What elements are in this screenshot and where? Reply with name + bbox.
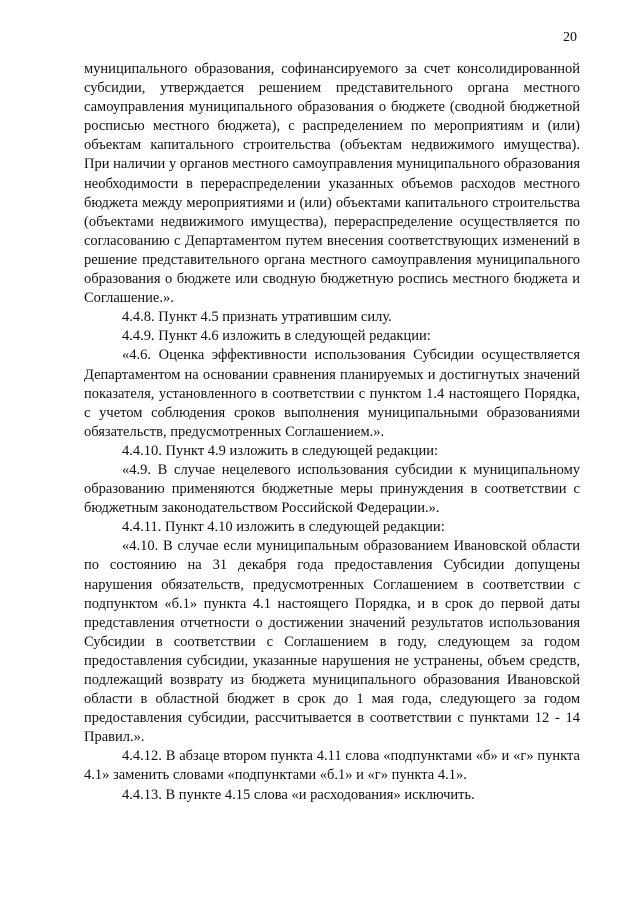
paragraph-item-4-4-11: 4.4.11. Пункт 4.10 изложить в следующей редакции: <box>122 519 445 536</box>
paragraph-item-4-4-8: 4.4.8. Пункт 4.5 признать утратившим силу. <box>122 309 392 326</box>
paragraph-subsidy-distribution: муниципального образования, софинансируемого за счет консолидированной субсидии, утверждается решением представительного органа местного самоуправления муниципального образования о бюджете (сводной бюджетной росписью местного бюджета), с распределением по мероприятиям и (или) объектам капитального строительства (объектам недвижимого имущества). При наличии у органов местного самоуправления муниципального образования необходимости в перераспределении указанных объемов расходов местного бюджета между мероприятиями и (или) объектами капитального строительства (объектами недвижимого имущества), перераспределение осуществляется по согласованию с Департаментом путем внесения соответствующих изменений в решение представительного органа местного самоуправления муниципального образования о бюджете или сводную бюджетную роспись местного бюджета и Соглашение.». <box>84 61 580 307</box>
paragraph-clause-4-9: «4.9. В случае нецелевого использования субсидии к муниципальному образованию применяются бюджетные меры принуждения в соответствии с бюджетным законодательством Российской Федерации.». <box>84 461 580 517</box>
paragraph-clause-4-6: «4.6. Оценка эффективности использования Субсидии осуществляется Департаментом на основании сравнения планируемых и достигнутых значений показателя, установленного в соответствии с пунктом 1.4 настоящего Порядка, с учетом соблюдения сроков выполнения муниципальными образованиями обязательств, предусмотренных Соглашением.». <box>84 347 580 440</box>
paragraph-item-4-4-13: 4.4.13. В пункте 4.15 слова «и расходования» исключить. <box>122 786 475 803</box>
page-number: 20 <box>563 30 577 45</box>
paragraph-item-4-4-10: 4.4.10. Пункт 4.9 изложить в следующей редакции: <box>122 442 439 459</box>
document-body <box>84 60 580 805</box>
paragraph-item-4-4-9: 4.4.9. Пункт 4.6 изложить в следующей редакции: <box>122 328 431 345</box>
paragraph-item-4-4-12: 4.4.12. В абзаце втором пункта 4.11 слова «подпунктами «б» и «г» пункта 4.1» заменить словами «подпунктами «б.1» и «г» пункта 4.1». <box>84 748 580 784</box>
paragraph-clause-4-10: «4.10. В случае если муниципальным образованием Ивановской области по состоянию на 31 декабря года предоставления Субсидии допущены нарушения обязательств, предусмотренных Соглашением в соответствии с подпунктом «б.1» пункта 4.1 настоящего Порядка, и в срок до первой даты представления отчетности о достижении значений результатов использования Субсидии в соответствии с Соглашением в году, следующем за годом предоставления субсидии, указанные нарушения не устранены, объем средств, подлежащий возврату из бюджета муниципального образования Ивановской области в областной бюджет в срок до 1 мая года, следующего за годом предоставления субсидии, рассчитывается в соответствии с пунктами 12 - 14 Правил.». <box>84 538 580 746</box>
